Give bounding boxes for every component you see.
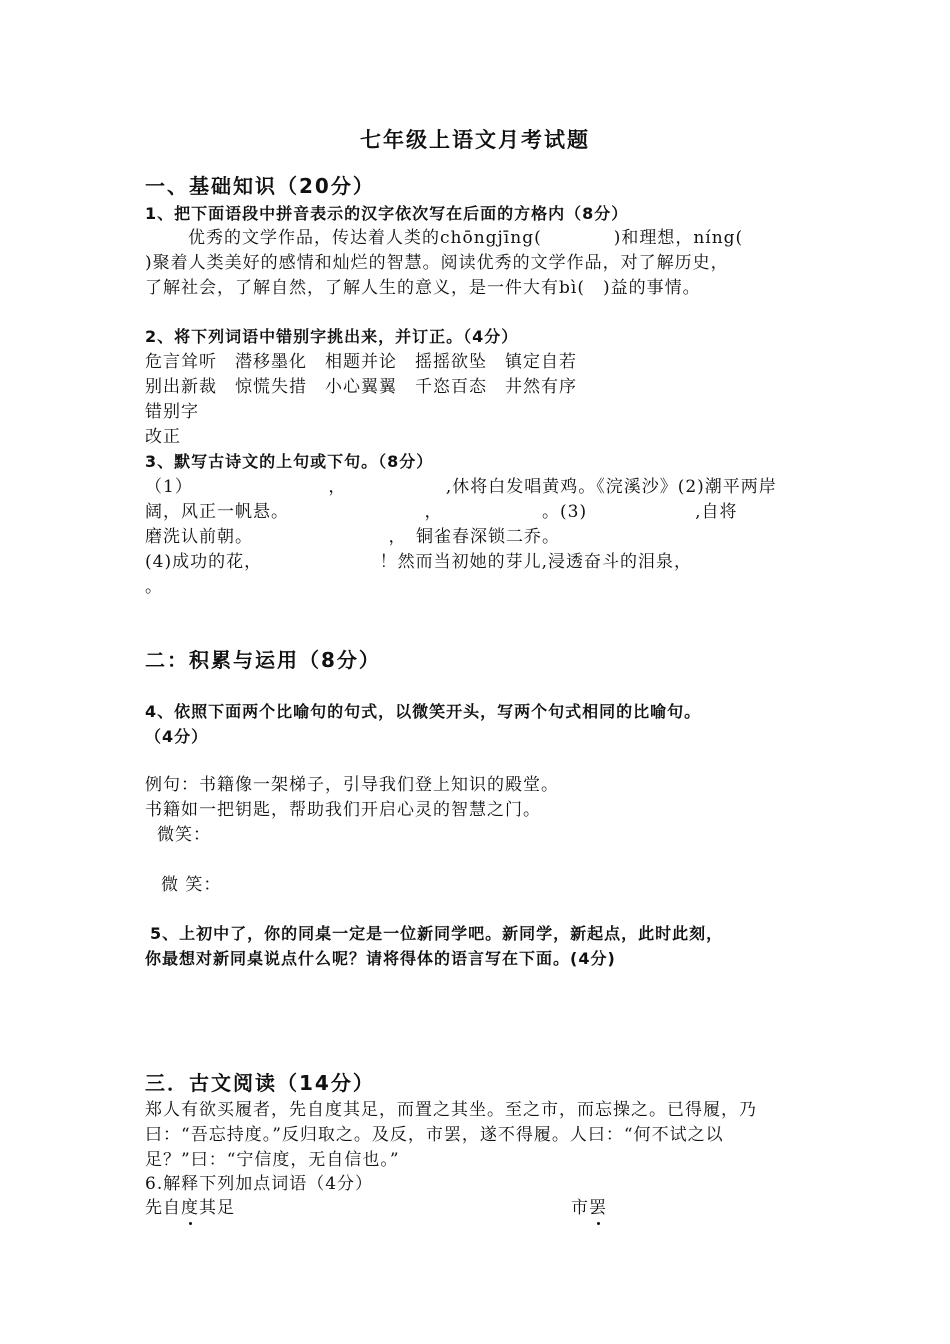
passage-line: 足？”曰：“宁信度，无自信也。” — [145, 1150, 400, 1170]
poem-fill-line: (4)成功的花， ！然而当初她的芽儿,浸透奋斗的泪泉， — [145, 552, 692, 572]
term-text: 其足 — [199, 1198, 235, 1218]
section-heading-basics: 一、基础知识（20分） — [145, 174, 375, 198]
correction-label: 改正 — [145, 427, 181, 447]
term-item — [571, 1196, 607, 1220]
poem-fill-line: 磨洗认前朝。 ， 铜雀春深锁二乔。 — [145, 527, 560, 547]
dotted-character: 罢 — [589, 1198, 607, 1218]
wrong-character-label: 错别字 — [145, 402, 199, 422]
passage-line: 曰：“吾忘持度。”反归取之。及反，市罢，遂不得履。人曰：“何不试之以 — [145, 1125, 724, 1145]
question-5-prompt: 你最想对新同桌说点什么呢？请将得体的语言写在下面。(4分) — [145, 949, 616, 968]
section-heading-classical-reading: 三．古文阅读（14分） — [145, 1071, 375, 1095]
question-1-text-line: 了解社会，了解自然，了解人生的意义，是一件大有bì( )益的事情。 — [145, 278, 701, 298]
term-text: 先自 — [145, 1198, 181, 1218]
question-5-prompt: 5、上初中了，你的同桌一定是一位新同学吧。新同学，新起点，此时此刻， — [150, 924, 724, 943]
word-list-row: 别出新裁 惊慌失措 小心翼翼 千恣百态 井然有序 — [145, 377, 577, 397]
word-list-row: 危言耸听 潜移墨化 相题并论 摇摇欲坠 镇定自若 — [145, 352, 577, 372]
poem-fill-line: 。 — [145, 577, 163, 597]
passage-line: 郑人有欲买履者，先自度其足，而置之其坐。至之市，而忘操之。已得履，乃 — [145, 1100, 757, 1120]
answer-label: 微 笑： — [161, 875, 222, 895]
question-1-prompt: 1、把下面语段中拼音表示的汉字依次写在后面的方格内（8分） — [145, 204, 629, 223]
term-text: 市 — [571, 1198, 589, 1218]
dotted-character: 度 — [181, 1198, 199, 1218]
question-1-text-line: )聚着人类美好的感情和灿烂的智慧。阅读优秀的文学作品，对了解历史， — [145, 253, 729, 273]
example-sentence: 例句：书籍像一架梯子，引导我们登上知识的殿堂。 — [145, 775, 559, 795]
question-1-text-line: 优秀的文学作品，传达着人类的chōngjīng( )和理想，níng( — [188, 228, 744, 248]
question-4-prompt: 4、依照下面两个比喻句的句式，以微笑开头，写两个句式相同的比喻句。 — [145, 702, 702, 721]
term-item — [145, 1196, 235, 1220]
example-sentence: 书籍如一把钥匙，帮助我们开启心灵的智慧之门。 — [145, 800, 541, 820]
page-title: 七年级上语文月考试题 — [360, 127, 590, 152]
question-6-prompt: 6.解释下列加点词语（4分） — [145, 1174, 374, 1194]
section-heading-accumulation: 二：积累与运用（8分） — [145, 648, 381, 672]
question-2-prompt: 2、将下列词语中错别字挑出来，并订正。（4分） — [145, 327, 519, 346]
poem-fill-line: （1） ， ,休将白发唱黄鸡。《浣溪沙》(2)潮平两岸 — [145, 477, 777, 497]
question-3-prompt: 3、默写古诗文的上句或下句。（8分） — [145, 452, 434, 471]
question-4-score: （4分） — [145, 727, 209, 746]
poem-fill-line: 阔，风正一帆悬。 ， 。(3) ,自将 — [145, 502, 738, 522]
answer-label: 微笑： — [157, 825, 211, 845]
